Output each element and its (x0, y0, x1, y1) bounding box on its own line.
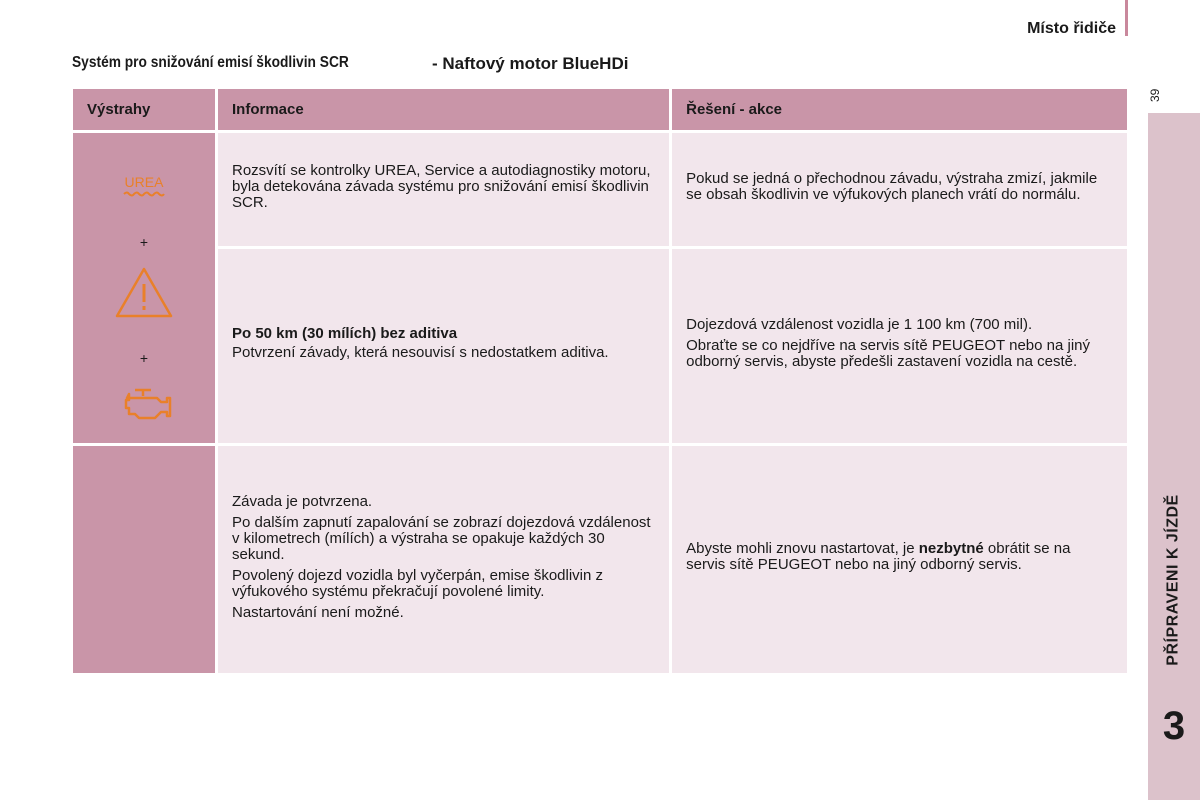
info-cell (218, 133, 669, 246)
page-number: 39 (1148, 88, 1162, 102)
info-heading: Po 50 km (30 mílích) bez aditiva (232, 325, 458, 342)
section-heading (72, 54, 629, 73)
plus-sign: + (139, 234, 149, 250)
info-text: Povolený dojezd vozidla byl vyčerpán, emise škodlivin z výfukového systému překračují povolené limity. (232, 566, 604, 600)
info-cell (218, 446, 669, 673)
section-subtitle: - Naftový motor BlueHDi (432, 54, 629, 73)
warning-icon-stack (73, 144, 215, 432)
action-text: Dojezdová vzdálenost vozidla je 1 100 km (700 mil). (686, 316, 1033, 333)
info-text: Potvrzení závady, která nesouvisí s nedostatkem aditiva. (232, 344, 609, 361)
chapter-title: PŘÍPRAVENI K JÍZDĚ (1165, 494, 1182, 666)
action-text: Obraťte se co nejdříve na servis sítě PEUGEOT nebo na jiný odborný servis, abyste předešli zastavení vozidla na cestě. (686, 337, 1090, 370)
header-divider (1125, 0, 1128, 36)
engine-check-icon (115, 384, 173, 428)
urea-warning-icon (121, 172, 167, 202)
table-header-row (73, 89, 1127, 130)
column-header-warnings: Výstrahy (73, 89, 215, 130)
action-text: Pokud se jedná o přechodnou závadu, výstraha zmizí, jakmile se obsah škodlivin ve výfukových planech vrátí do normálu. (686, 170, 1098, 203)
table-row (73, 133, 1127, 246)
warnings-table (70, 86, 1130, 676)
action-cell (672, 133, 1127, 246)
service-warning-triangle-icon (114, 266, 174, 320)
column-header-information: Informace (218, 89, 669, 130)
action-text: Abyste mohli znovu nastartovat, je nezbytné obrátit se na servis sítě PEUGEOT nebo na jiný odborný servis. (686, 540, 1071, 573)
plus-sign: + (139, 350, 149, 366)
info-text: Nastartování není možné. (232, 603, 404, 621)
column-header-actions: Řešení - akce (672, 89, 1127, 130)
action-cell (672, 249, 1127, 443)
info-text: Závada je potvrzena. (232, 492, 373, 510)
table-row (73, 249, 1127, 443)
warning-icons-cell (73, 133, 215, 443)
chapter-number: 3 (1162, 704, 1186, 748)
info-text: Po dalším zapnutí zapalování se zobrazí dojezdová vzdálenost v kilometrech (mílích) a výstraha se opakuje každých 30 sekund. (232, 513, 651, 563)
action-cell (672, 446, 1127, 673)
warning-icons-cell (73, 446, 215, 673)
table-row (73, 446, 1127, 673)
section-title: Systém pro snižování emisí škodlivin SCR (72, 54, 349, 71)
svg-text:UREA: UREA (124, 174, 164, 190)
info-cell (218, 249, 669, 443)
info-text: Rozsvítí se kontrolky UREA, Service a autodiagnostiky motoru, byla detekována závada systému pro snižování emisí škodlivin SCR. (232, 162, 651, 211)
page-header-title: Místo řidiče (1027, 20, 1116, 37)
